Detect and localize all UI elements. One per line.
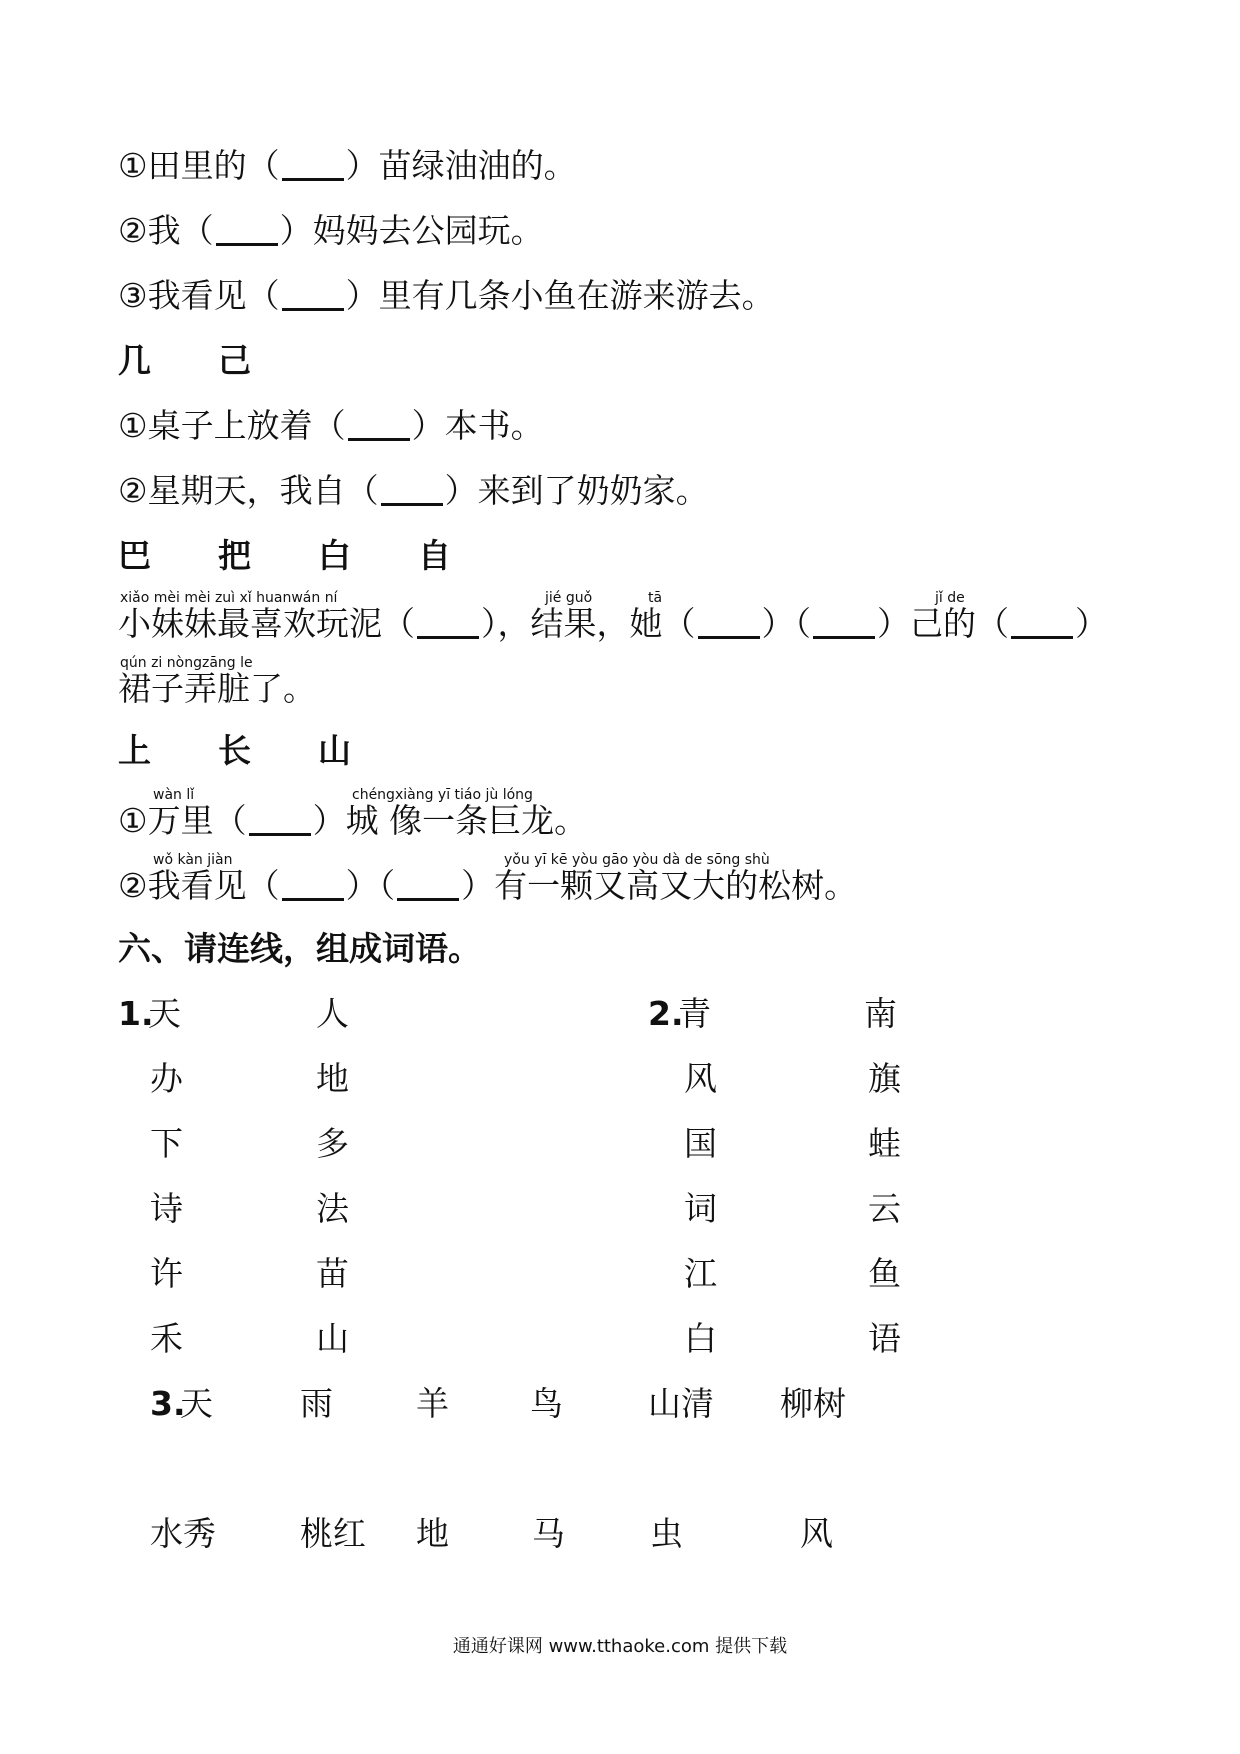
- q1-left-item[interactable]: 许: [150, 1254, 183, 1293]
- q3-number: 3.: [150, 1384, 186, 1423]
- q3-bottom-item[interactable]: 水秀: [150, 1514, 216, 1553]
- q3-top-item[interactable]: 山清: [648, 1384, 714, 1423]
- q1-right-item[interactable]: 地: [316, 1059, 349, 1098]
- footer-credit: 通通好课网 www.tthaoke.com 提供下载: [452, 1636, 788, 1657]
- q3-bottom-item[interactable]: 桃红: [300, 1514, 366, 1553]
- q1-right-item[interactable]: 多: [316, 1124, 349, 1163]
- q1-right-item[interactable]: 人: [316, 994, 349, 1033]
- pinyin: wǒ kàn jiàn: [153, 852, 233, 868]
- answer-blank[interactable]: [249, 803, 311, 836]
- q2-left-item[interactable]: 青: [678, 994, 711, 1033]
- q1-left-item[interactable]: 诗: [150, 1189, 183, 1228]
- q1-right-item[interactable]: 山: [316, 1319, 349, 1358]
- q3-top-item[interactable]: 鸟: [530, 1384, 563, 1423]
- g3-sentence-1: 小妹妹最喜欢玩泥（ ），结果，她（ ）（ ）己的（ ）: [118, 604, 1108, 643]
- q3-top-item[interactable]: 羊: [416, 1384, 449, 1423]
- g1-sentence-1: ①田里的（ ）苗绿油油的。: [118, 146, 577, 185]
- q2-right-item[interactable]: 云: [868, 1189, 901, 1228]
- answer-blank[interactable]: [348, 408, 410, 441]
- q1-left-item[interactable]: 下: [150, 1124, 183, 1163]
- answer-blank[interactable]: [698, 606, 760, 639]
- section-6-title: 六、请连线，组成词语。: [118, 929, 481, 968]
- q3-top-item[interactable]: 天: [180, 1384, 213, 1423]
- q2-left-item[interactable]: 江: [684, 1254, 717, 1293]
- q1-right-item[interactable]: 苗: [316, 1254, 349, 1293]
- answer-blank[interactable]: [381, 473, 443, 506]
- q1-left-item[interactable]: 天: [148, 994, 181, 1033]
- g1-sentence-2: ②我（ ）妈妈去公园玩。: [118, 211, 544, 250]
- g4-sentence-1: ①万里（ ）城 像一条巨龙。: [118, 801, 588, 840]
- q2-right-item[interactable]: 语: [868, 1319, 901, 1358]
- pinyin: qún zi nòngzāng le: [120, 655, 253, 671]
- pinyin: tā: [648, 590, 663, 606]
- pinyin: chéngxiàng yī tiáo jù lóng: [352, 787, 533, 803]
- pinyin: jié guǒ: [545, 590, 593, 606]
- g2-sentence-1: ①桌子上放着（ ）本书。: [118, 406, 544, 445]
- pinyin: yǒu yī kē yòu gāo yòu dà de sōng shù: [504, 852, 770, 868]
- q3-bottom-item[interactable]: 虫: [650, 1514, 683, 1553]
- q1-left-item[interactable]: 办: [150, 1059, 183, 1098]
- q3-top-item[interactable]: 柳树: [780, 1384, 846, 1423]
- q1-number: 1.: [118, 994, 154, 1033]
- answer-blank[interactable]: [282, 148, 344, 181]
- q3-top-item[interactable]: 雨: [300, 1384, 333, 1423]
- answer-blank[interactable]: [216, 213, 278, 246]
- q2-left-item[interactable]: 风: [684, 1059, 717, 1098]
- answer-blank[interactable]: [397, 868, 459, 901]
- q1-left-item[interactable]: 禾: [150, 1319, 183, 1358]
- q2-left-item[interactable]: 白: [684, 1319, 717, 1358]
- q2-right-item[interactable]: 南: [864, 994, 897, 1033]
- answer-blank[interactable]: [282, 868, 344, 901]
- pinyin: xiǎo mèi mèi zuì xǐ huanwán ní: [120, 590, 338, 606]
- q3-bottom-item[interactable]: 马: [532, 1514, 565, 1553]
- q3-bottom-item[interactable]: 地: [416, 1514, 449, 1553]
- q1-right-item[interactable]: 法: [316, 1189, 349, 1228]
- g4-sentence-2: ②我看见（ ）（ ）有一颗又高又大的松树。: [118, 866, 858, 905]
- g2-sentence-2: ②星期天，我自（ ）来到了奶奶家。: [118, 471, 709, 510]
- answer-blank[interactable]: [1011, 606, 1073, 639]
- pinyin: wàn lǐ: [153, 787, 195, 803]
- answer-blank[interactable]: [417, 606, 479, 639]
- q2-right-item[interactable]: 鱼: [868, 1254, 901, 1293]
- q3-bottom-item[interactable]: 风: [800, 1514, 833, 1553]
- q2-left-item[interactable]: 国: [684, 1124, 717, 1163]
- q2-number: 2.: [648, 994, 684, 1033]
- q2-left-item[interactable]: 词: [684, 1189, 717, 1228]
- q2-right-item[interactable]: 旗: [868, 1059, 901, 1098]
- g3-sentence-2: 裙子弄脏了。: [118, 669, 316, 708]
- pinyin: jǐ de: [935, 590, 965, 606]
- q2-right-item[interactable]: 蛙: [868, 1124, 901, 1163]
- g1-sentence-3: ③我看见（ ）里有几条小鱼在游来游去。: [118, 276, 775, 315]
- answer-blank[interactable]: [813, 606, 875, 639]
- answer-blank[interactable]: [282, 278, 344, 311]
